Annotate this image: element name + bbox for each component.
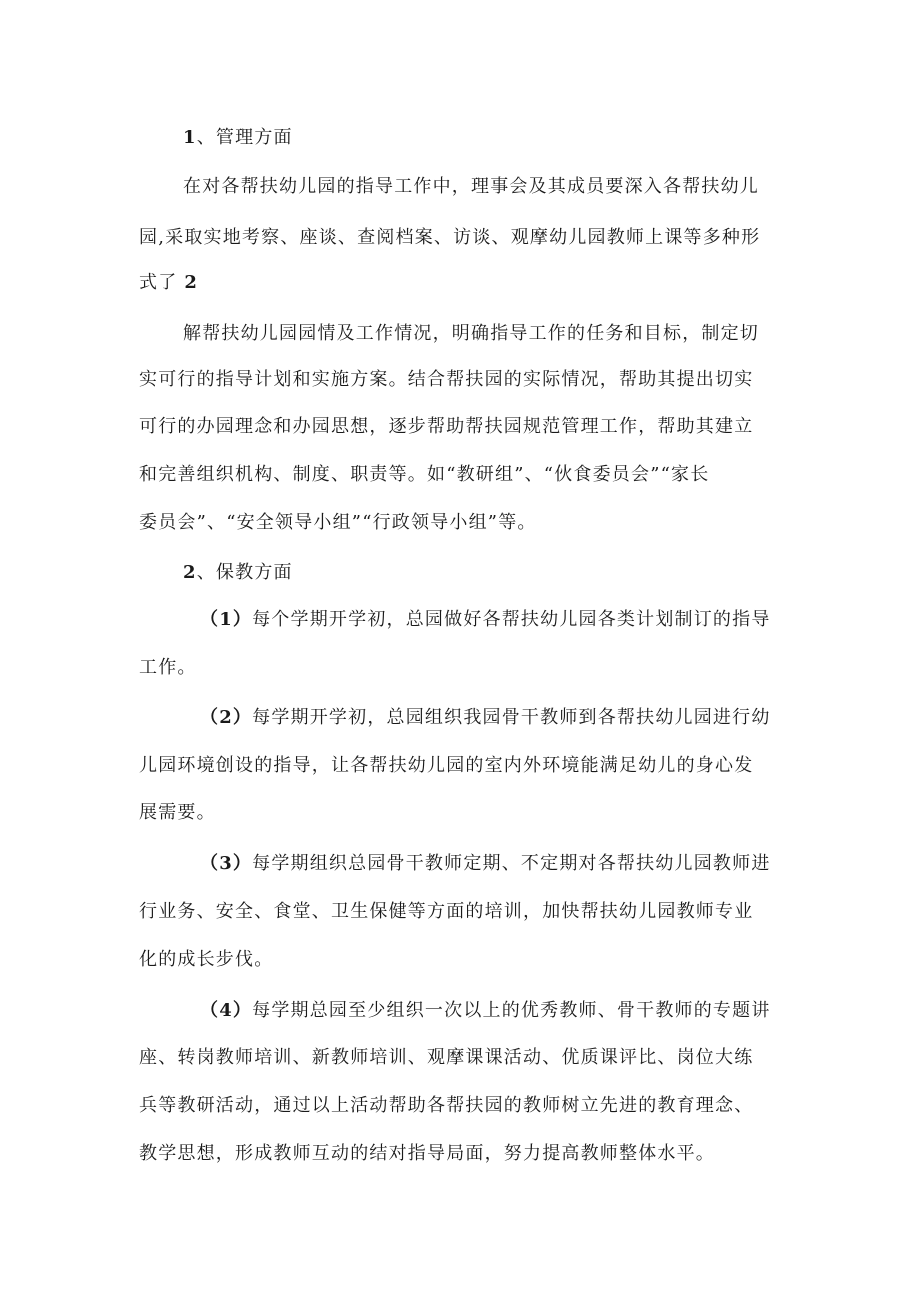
paragraph-line: 行业务、安全、食堂、卫生保健等方面的培训，加快帮扶幼儿园教师专业	[139, 901, 754, 922]
list-item-number: （4）	[200, 1000, 253, 1021]
paragraph-line: 展需要。	[139, 802, 216, 823]
page-number: 2	[184, 272, 199, 293]
paragraph-line: 园,采取实地考察、座谈、查阅档案、访谈、观摩幼儿园教师上课等多种形	[139, 227, 761, 248]
section-1-heading	[183, 126, 843, 150]
paragraph-line: 实可行的指导计划和实施方案。结合帮扶园的实际情况，帮助其提出切实	[139, 369, 754, 390]
list-item-text: 每个学期开学初，总园做好各帮扶幼儿园各类计划制订的指导	[252, 609, 771, 630]
list-item-number: （2）	[200, 707, 253, 728]
paragraph-line: 解帮扶幼儿园园情及工作情况，明确指导工作的任务和目标，制定切	[183, 323, 759, 344]
list-item-text: 每学期组织总园骨干教师定期、不定期对各帮扶幼儿园教师进	[252, 853, 771, 874]
section-2-number: 2	[183, 562, 197, 583]
list-item-1	[200, 608, 860, 632]
paragraph-line: 儿园环境创设的指导，让各帮扶幼儿园的室内外环境能满足幼儿的身心发	[139, 755, 754, 776]
paragraph-line: 可行的办园理念和办园思想，逐步帮助帮扶园规范管理工作，帮助其建立	[139, 416, 754, 437]
section-2-title: 、保教方面	[196, 562, 293, 583]
paragraph-line: 工作。	[139, 657, 197, 678]
list-item-number: （1）	[200, 609, 253, 630]
list-item-2	[200, 706, 860, 730]
paragraph-text: 式了	[139, 272, 178, 293]
paragraph-line: 教学思想，形成教师互动的结对指导局面，努力提高教师整体水平。	[139, 1143, 715, 1164]
paragraph-line: 化的成长步伐。	[139, 949, 274, 970]
list-item-3	[200, 852, 860, 876]
paragraph-line: 座、转岗教师培训、新教师培训、观摩课课活动、优质课评比、岗位大练	[139, 1047, 754, 1068]
paragraph-line	[139, 271, 799, 295]
section-1-number: 1	[183, 127, 197, 148]
paragraph-line: 委员会”、“安全领导小组”“行政领导小组”等。	[139, 512, 537, 533]
paragraph-line: 和完善组织机构、制度、职责等。如“教研组”、“伙食委员会”“家长	[139, 464, 710, 485]
paragraph-line: 兵等教研活动，通过以上活动帮助各帮扶园的教师树立先进的教育理念、	[139, 1095, 754, 1116]
list-item-text: 每学期总园至少组织一次以上的优秀教师、骨干教师的专题讲	[252, 1000, 771, 1021]
list-item-4	[200, 999, 860, 1023]
section-2-heading	[183, 561, 843, 585]
paragraph-line: 在对各帮扶幼儿园的指导工作中，理事会及其成员要深入各帮扶幼儿	[183, 176, 759, 197]
section-1-title: 、管理方面	[196, 127, 293, 148]
list-item-number: （3）	[200, 853, 253, 874]
list-item-text: 每学期开学初，总园组织我园骨干教师到各帮扶幼儿园进行幼	[252, 707, 771, 728]
